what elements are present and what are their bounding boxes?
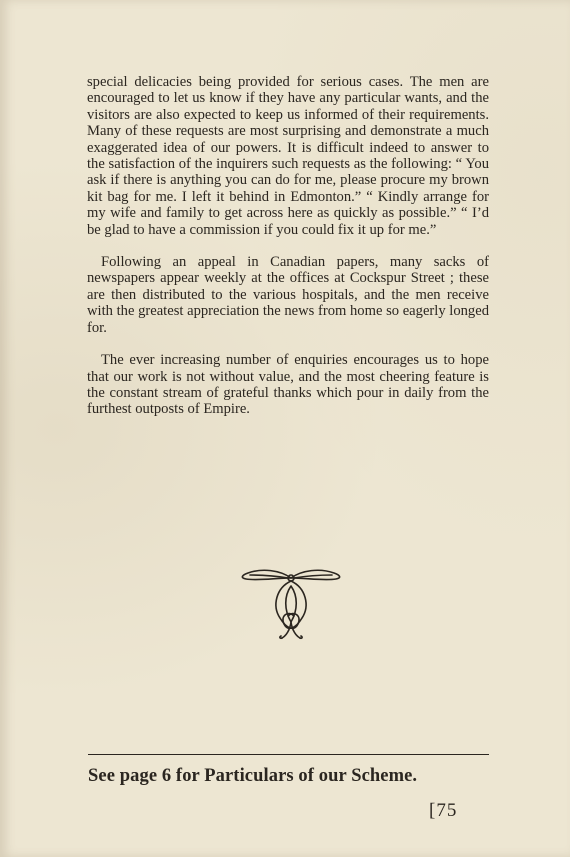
floral-ornament-icon xyxy=(236,566,346,644)
footer-rule xyxy=(88,754,489,755)
footer-note: See page 6 for Particulars of our Scheme. xyxy=(88,766,418,786)
paragraph-2: Following an appeal in Canadian papers, many sacks of newspapers appear weekly at the offices at Cockspur Street ; these are then distributed to the various hospitals, and the men receive with the greatest appreciation the news from home so eagerly longed for. xyxy=(87,254,490,336)
page-number: [75 xyxy=(429,800,458,821)
paragraph-1: special delicacies being provided for serious cases. The men are encouraged to let us know if they have any particular wants, and the visitors are also expected to keep us informed of their requirements. Many of these requests are most surprising and demonstrate a much exaggerated idea of our powers. It is difficult indeed to answer to the satisfaction of the inquirers such requests as the following: “ You ask if there is anything you can do for me, please procure my brown kit bag for me. I left it behind in Edmonton.” “ Kindly arrange for my wife and family to get across here as quickly as possible.” “ I’d be glad to have a commission if you could fix it up for me.” xyxy=(87,74,489,238)
body-text xyxy=(87,74,489,434)
paragraph-3: The ever increasing number of enquiries encourages us to hope that our work is not without value, and the most cheering feature is the constant stream of grateful thanks which pour in daily from the furthest outposts of Empire. xyxy=(87,352,489,418)
